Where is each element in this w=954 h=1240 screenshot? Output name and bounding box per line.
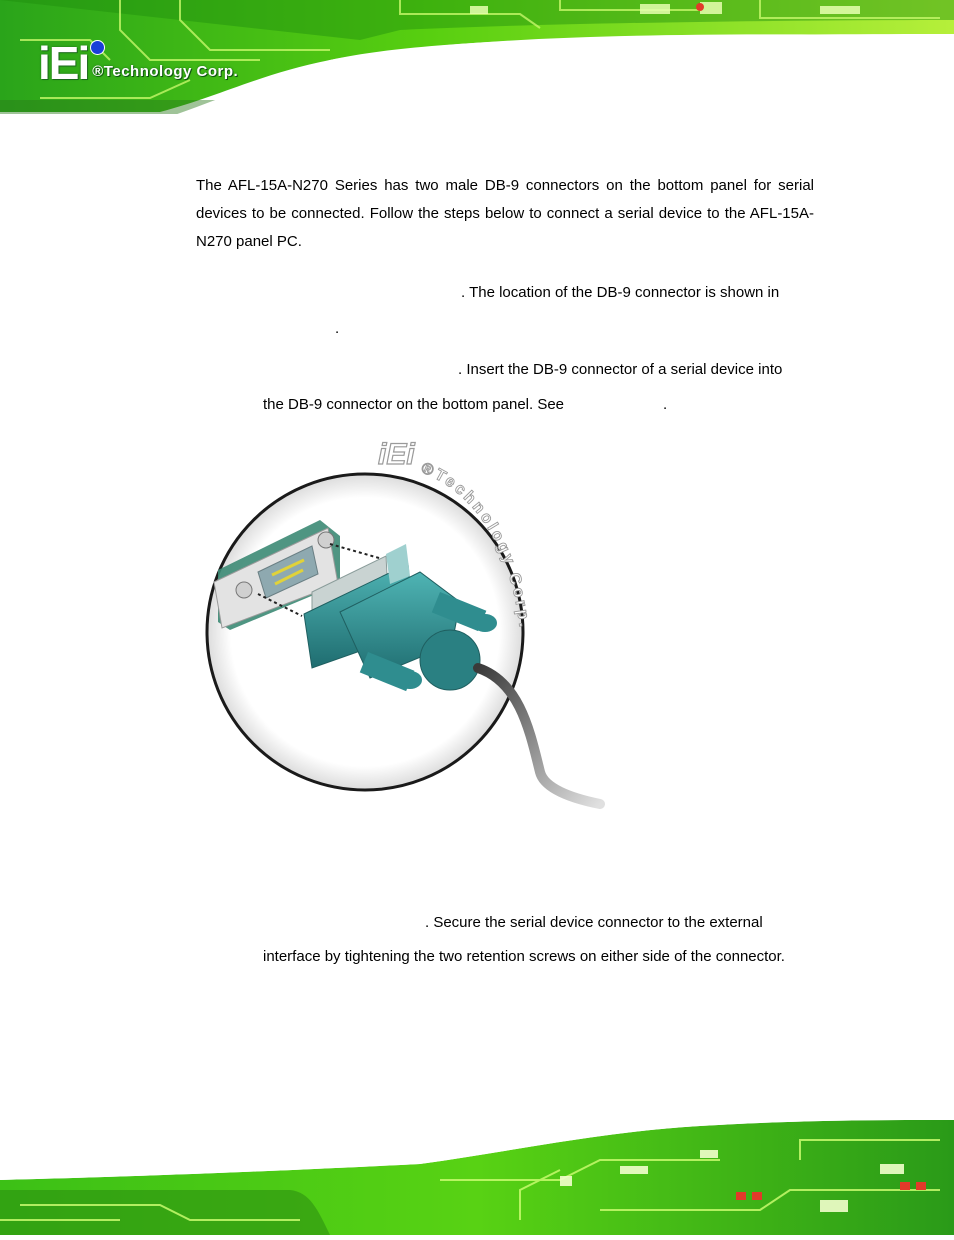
watermark-mark: iEi [378,438,415,471]
watermark-text-path: ®Technology Corp. [418,459,533,631]
step1-text-line1: . The location of the DB-9 connector is shown in [461,284,780,301]
step3-text-line2: interface by tightening the two retention screws on either side of the connector. [263,948,785,965]
logo-mark: iEi [38,37,89,89]
step2-text-line2: the DB-9 connector on the bottom panel. See [263,396,565,413]
serial-connector-illustration [200,432,620,812]
company-logo [38,30,239,89]
logo-dot-icon [90,40,105,55]
step3-text-line1: . Secure the serial device connector to the external [425,914,763,931]
footer-pcb-graphic [0,1120,954,1235]
footer-banner [0,1120,954,1235]
logo-text: ®Technology Corp. [92,63,239,80]
serial-connector-figure [200,432,620,812]
intro-paragraph: The AFL-15A-N270 Series has two male DB-9 connectors on the bottom panel for serial devices to be connected. Follow the steps below to connect a serial device to the AFL-15A-N270 panel PC. [196,177,814,250]
step1-text-line2: . [335,320,340,337]
step2-text-line2-end: . [663,396,668,413]
step2-text-line1: . Insert the DB-9 connector of a serial device into [458,361,783,378]
header-banner [0,0,954,120]
